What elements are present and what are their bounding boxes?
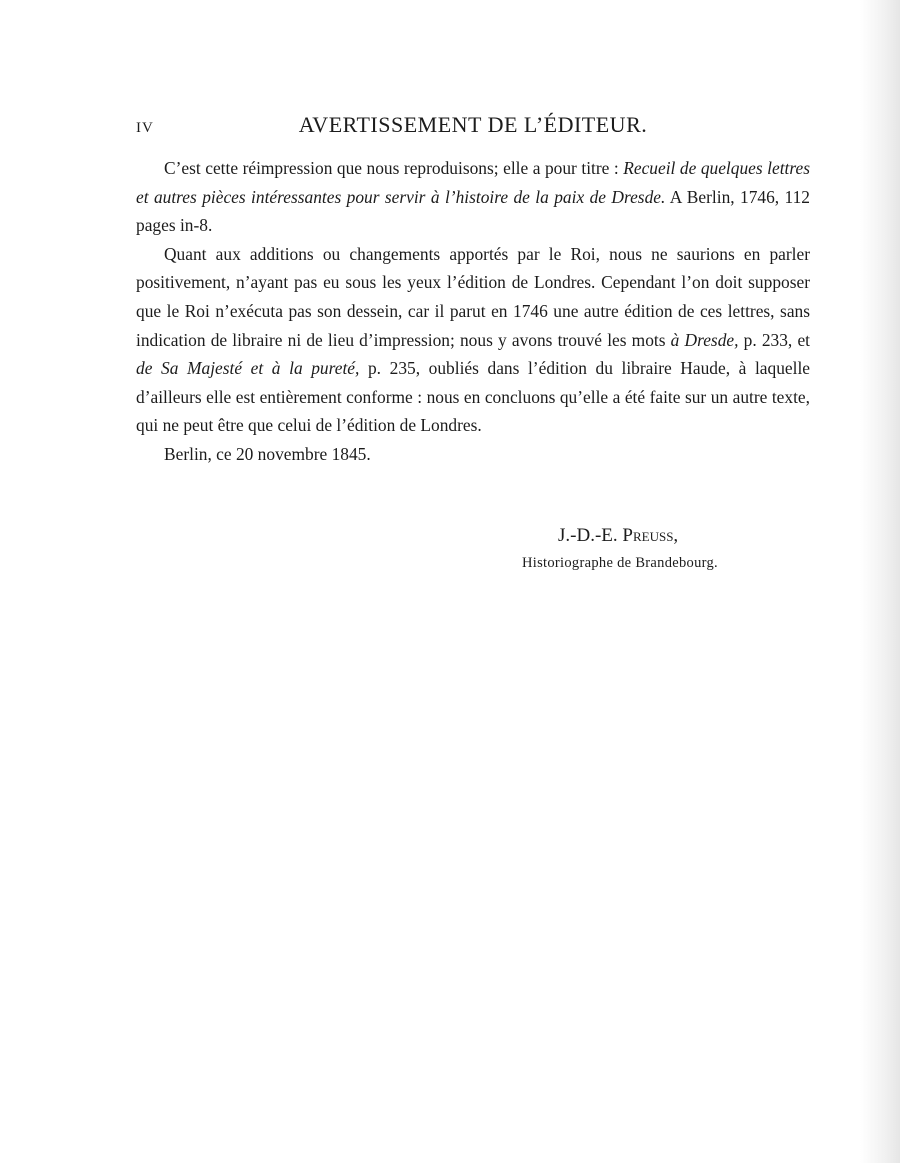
- paragraph-reprint-title: [136, 154, 810, 240]
- signature-name: [558, 525, 678, 547]
- signature-initials: J.-D.-E.: [558, 525, 623, 546]
- paragraph-editions: [136, 240, 810, 440]
- paragraph-1-imprint: A Berlin, 1746, 112 pages in-8.: [136, 186, 810, 236]
- paragraph-1-text: C’est cette réimpression que nous reproduisons; elle a pour titre :: [164, 158, 624, 178]
- signature-title: Historiographe de Brandebourg.: [522, 555, 718, 571]
- running-title: AVERTISSEMENT DE L’ÉDITEUR.: [298, 112, 648, 137]
- page-header: [136, 112, 810, 144]
- italic-a-dresde: à Dresde,: [670, 329, 739, 350]
- book-title-italic: Recueil de quelques lettres et autres pièces intéressantes pour servir à l’histoire de la paix de Dresde.: [136, 158, 810, 207]
- paragraph-2-text-c: p. 235, oubliés dans l’édition du libraire Haude, à laquelle d’ailleurs elle est entièrement conforme : nous en concluons qu’elle a été faite sur un autre texte, qui ne peut être que celui de l’édition de Londres.: [136, 358, 810, 436]
- signature-surname: Preuss,: [622, 525, 679, 546]
- paragraph-dateline: Berlin, ce 20 novembre 1845.: [164, 443, 371, 464]
- body-text: [136, 154, 810, 469]
- paragraph-2-text-b: p. 233, et: [738, 329, 810, 350]
- paragraph-2-text-a: Quant aux additions ou changements apportés par le Roi, nous ne saurions en parler positivement, n’ayant pas eu sous les yeux l’édition de Londres. Cependant l’on doit supposer que le Roi n’exécuta pas son dessein, car il parut en 1746 une autre édition de ces lettres, sans indication de libraire ni de lieu d’impression; nous y avons trouvé les mots: [136, 243, 810, 350]
- page-number: IV: [136, 120, 154, 136]
- italic-de-sa-majeste: de Sa Majesté et à la pureté,: [136, 358, 360, 379]
